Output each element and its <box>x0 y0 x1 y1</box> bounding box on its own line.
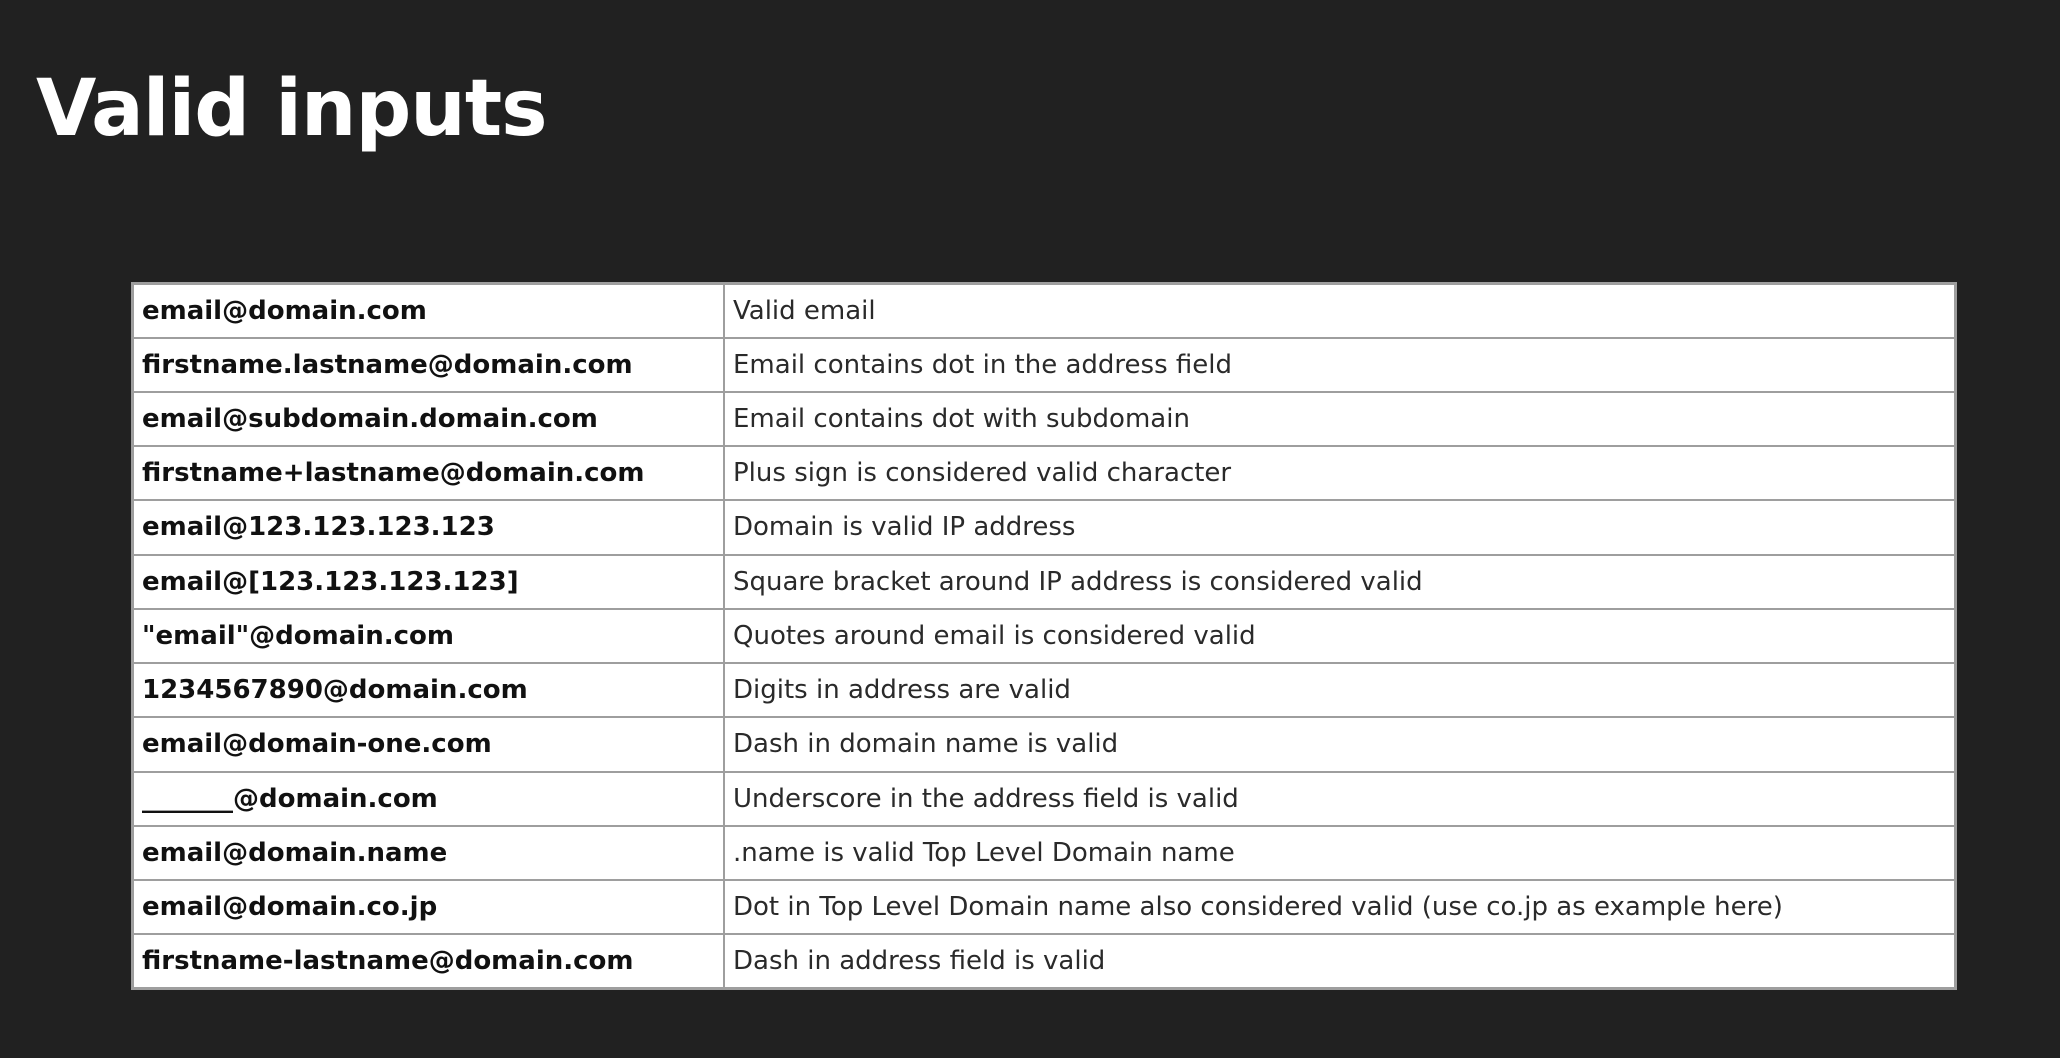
description-cell: Dash in domain name is valid <box>724 717 1954 771</box>
email-example-cell: _______@domain.com <box>134 772 724 826</box>
table-row <box>134 500 1954 554</box>
table-row <box>134 392 1954 446</box>
email-example-cell: firstname+lastname@domain.com <box>134 446 724 500</box>
email-example-cell: email@domain-one.com <box>134 717 724 771</box>
table-row <box>134 772 1954 826</box>
description-cell: Email contains dot with subdomain <box>724 392 1954 446</box>
description-cell: Email contains dot in the address field <box>724 338 1954 392</box>
email-example-cell: email@domain.name <box>134 826 724 880</box>
table-row <box>134 663 1954 717</box>
description-cell: Domain is valid IP address <box>724 500 1954 554</box>
table-row <box>134 934 1954 987</box>
table-row <box>134 338 1954 392</box>
email-example-cell: "email"@domain.com <box>134 609 724 663</box>
email-example-cell: email@domain.co.jp <box>134 880 724 934</box>
email-example-cell: 1234567890@domain.com <box>134 663 724 717</box>
description-cell: Digits in address are valid <box>724 663 1954 717</box>
description-cell: Square bracket around IP address is considered valid <box>724 555 1954 609</box>
table-row <box>134 446 1954 500</box>
description-cell: Quotes around email is considered valid <box>724 609 1954 663</box>
email-example-cell: email@subdomain.domain.com <box>134 392 724 446</box>
valid-inputs-grid <box>134 285 1954 987</box>
table-row <box>134 826 1954 880</box>
description-cell: Dot in Top Level Domain name also considered valid (use co.jp as example here) <box>724 880 1954 934</box>
description-cell: Plus sign is considered valid character <box>724 446 1954 500</box>
valid-inputs-table <box>131 282 1957 990</box>
email-example-cell: firstname.lastname@domain.com <box>134 338 724 392</box>
description-cell: Underscore in the address field is valid <box>724 772 1954 826</box>
table-row <box>134 880 1954 934</box>
table-row <box>134 717 1954 771</box>
email-example-cell: email@123.123.123.123 <box>134 500 724 554</box>
table-row <box>134 609 1954 663</box>
description-cell: Dash in address field is valid <box>724 934 1954 987</box>
description-cell: .name is valid Top Level Domain name <box>724 826 1954 880</box>
email-example-cell: firstname-lastname@domain.com <box>134 934 724 987</box>
slide-title: Valid inputs <box>36 64 547 154</box>
email-example-cell: email@[123.123.123.123] <box>134 555 724 609</box>
table-row <box>134 555 1954 609</box>
email-example-cell: email@domain.com <box>134 285 724 338</box>
description-cell: Valid email <box>724 285 1954 338</box>
table-row <box>134 285 1954 338</box>
